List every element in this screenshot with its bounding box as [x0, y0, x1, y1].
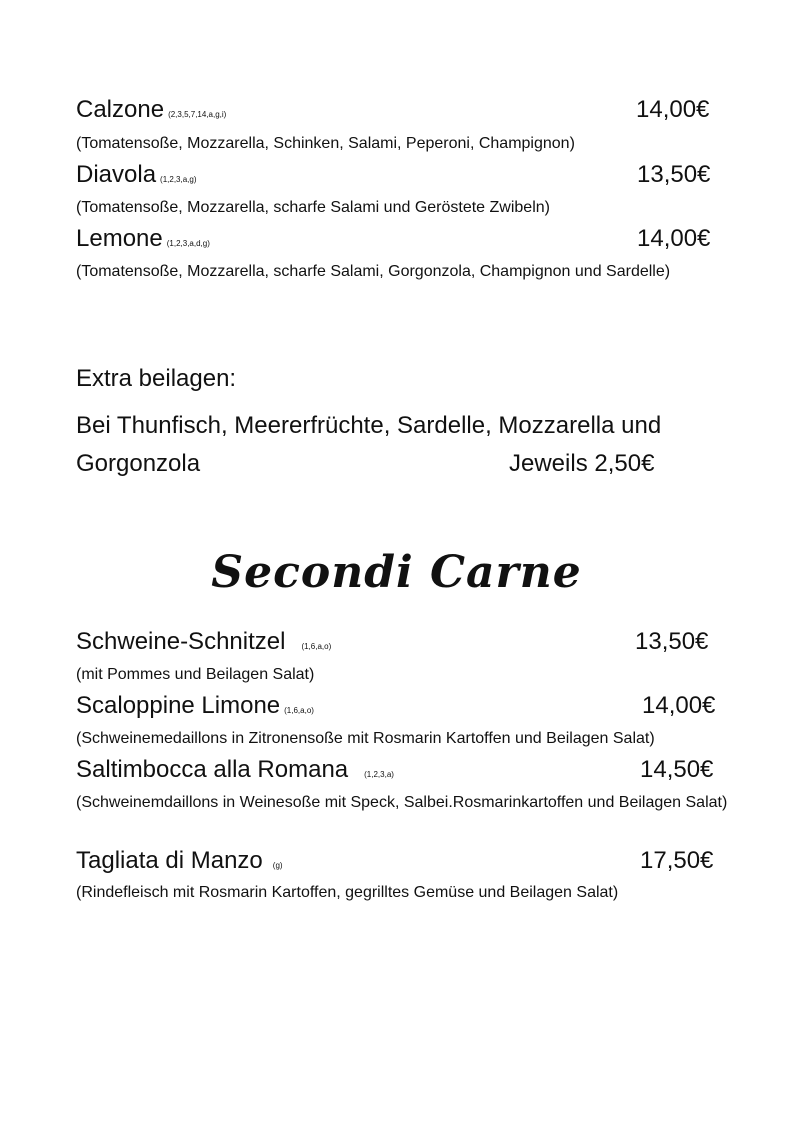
extras-price: Jeweils 2,50€ [509, 450, 655, 477]
menu-item-description: (Schweinemdaillons in Weinesoße mit Speck, Salbei.Rosmarinkartoffen und Beilagen Salat) [76, 794, 728, 811]
menu-item-price: 13,50€ [637, 161, 711, 188]
menu-item-name: Tagliata di Manzo (g) [76, 847, 283, 874]
allergen-codes: (1,2,3,a,d,g) [166, 239, 210, 248]
menu-item-description: (Schweinemedaillons in Zitronensoße mit Rosmarin Kartoffen und Beilagen Salat) [76, 730, 655, 747]
allergen-codes: (g) [272, 861, 283, 870]
menu-item-description: (Tomatensoße, Mozzarella, scharfe Salami und Geröstete Zwibeln) [76, 199, 550, 216]
menu-item-description: (Tomatensoße, Mozzarella, Schinken, Salami, Peperoni, Champignon) [76, 135, 575, 152]
menu-item-price: 14,00€ [636, 96, 710, 123]
menu-item-name: Scaloppine Limone (1,6,a,o) [76, 692, 314, 719]
extras-heading: Extra beilagen: [76, 365, 237, 392]
menu-item-description: (mit Pommes und Beilagen Salat) [76, 666, 315, 683]
allergen-codes: (2,3,5,7,14,a,g,i) [168, 110, 227, 119]
allergen-codes: (1,2,3,a) [364, 770, 394, 779]
menu-item-price: 14,00€ [642, 692, 716, 719]
menu-item-name: Calzone (2,3,5,7,14,a,g,i) [76, 96, 227, 123]
menu-item-price: 14,00€ [637, 225, 711, 252]
menu-item-price: 14,50€ [640, 756, 714, 783]
extras-line: Bei Thunfisch, Meererfrüchte, Sardelle, Mozzarella und [76, 412, 662, 439]
menu-item-description: (Rindefleisch mit Rosmarin Kartoffen, gegrilltes Gemüse und Beilagen Salat) [76, 884, 619, 901]
menu-item-price: 17,50€ [640, 847, 714, 874]
allergen-codes: (1,6,a,o) [284, 706, 314, 715]
allergen-codes: (1,2,3,a,g) [160, 175, 197, 184]
menu-item-name: Saltimbocca alla Romana (1,2,3,a) [76, 756, 394, 783]
menu-item-name: Diavola (1,2,3,a,g) [76, 161, 197, 188]
menu-item-description: (Tomatensoße, Mozzarella, scharfe Salami, Gorgonzola, Champignon und Sardelle) [76, 263, 671, 280]
menu-item-name: Schweine-Schnitzel (1,6,a,o) [76, 628, 332, 655]
extras-line: Gorgonzola [76, 450, 201, 477]
menu-item-name: Lemone (1,2,3,a,d,g) [76, 225, 210, 252]
allergen-codes: (1,6,a,o) [301, 642, 332, 651]
section-title: Secondi Carne [211, 547, 582, 598]
menu-item-price: 13,50€ [635, 628, 709, 655]
